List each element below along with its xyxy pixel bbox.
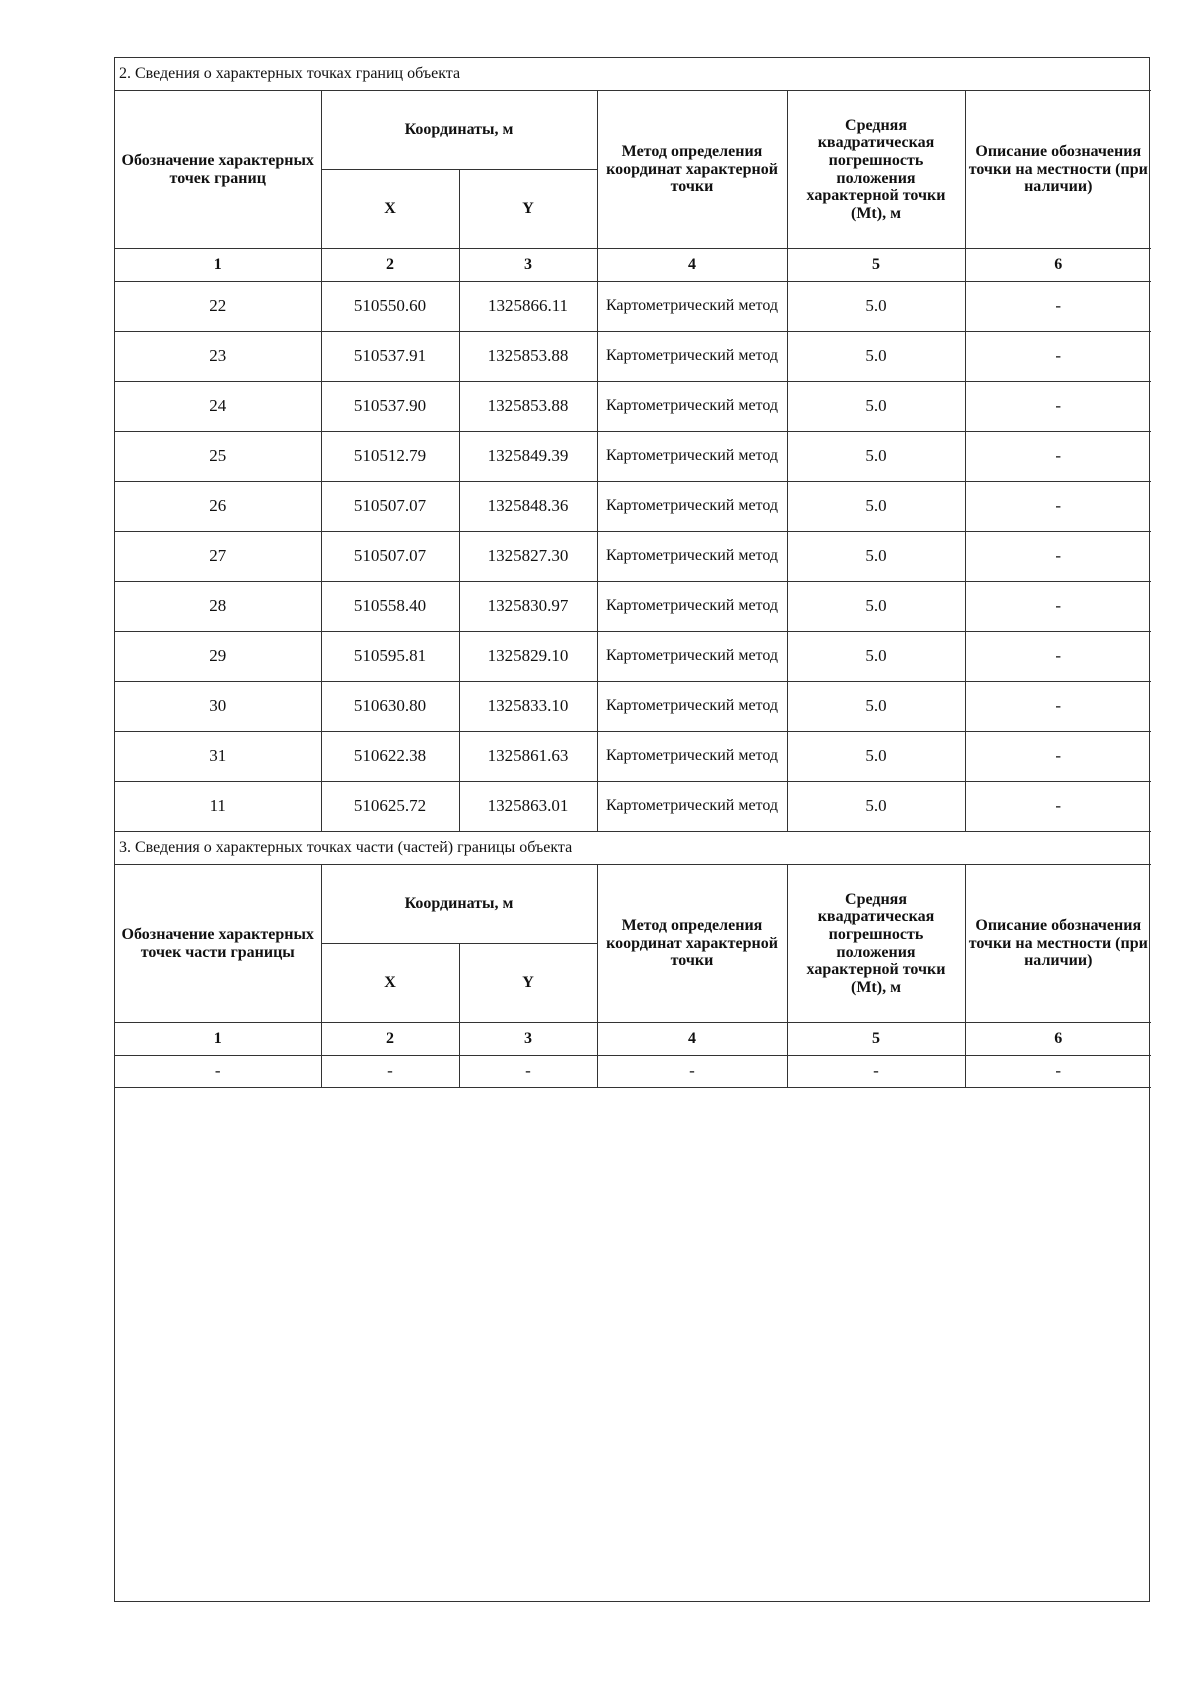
column-number: 2 [321,249,459,282]
description-cell: - [965,732,1151,782]
x-coordinate-cell: 510507.07 [321,532,459,582]
x-coordinate-cell: 510595.81 [321,632,459,682]
header-error: Средняя квадратическая погрешность положения характерной точки (Mt), м [787,865,965,1023]
method-cell: Картометрический метод [597,532,787,582]
point-number-cell: 27 [115,532,321,582]
y-coordinate-cell: 1325830.97 [459,582,597,632]
description-cell: - [965,332,1151,382]
table-row [115,482,1151,532]
x-coordinate-cell: - [321,1056,459,1088]
y-coordinate-cell: 1325848.36 [459,482,597,532]
header-part-point-designation: Обозначение характерных точек части границы [115,865,321,1023]
description-cell: - [965,782,1151,832]
description-cell: - [965,632,1151,682]
table-row [115,332,1151,382]
column-number: 1 [115,249,321,282]
description-cell: - [965,282,1151,332]
column-number: 1 [115,1023,321,1056]
header-method: Метод определения координат характерной точки [597,865,787,1023]
description-cell: - [965,1056,1151,1088]
point-number-cell: 26 [115,482,321,532]
method-cell: Картометрический метод [597,732,787,782]
error-cell: 5.0 [787,682,965,732]
point-number-cell: - [115,1056,321,1088]
y-coordinate-cell: 1325863.01 [459,782,597,832]
method-cell: Картометрический метод [597,582,787,632]
table-row [115,282,1151,332]
boundary-points-table [115,58,1151,1088]
error-cell: 5.0 [787,632,965,682]
method-cell: - [597,1056,787,1088]
point-number-cell: 31 [115,732,321,782]
header-x: X [321,944,459,1023]
method-cell: Картометрический метод [597,632,787,682]
x-coordinate-cell: 510550.60 [321,282,459,332]
table-row [115,582,1151,632]
error-cell: 5.0 [787,282,965,332]
section2-caption: 2. Сведения о характерных точках границ объекта [115,58,1151,91]
table-row [115,532,1151,582]
header-method: Метод определения координат характерной точки [597,91,787,249]
x-coordinate-cell: 510625.72 [321,782,459,832]
error-cell: 5.0 [787,782,965,832]
error-cell: 5.0 [787,532,965,582]
y-coordinate-cell: 1325861.63 [459,732,597,782]
point-number-cell: 29 [115,632,321,682]
x-coordinate-cell: 510507.07 [321,482,459,532]
y-coordinate-cell: 1325853.88 [459,332,597,382]
y-coordinate-cell: 1325827.30 [459,532,597,582]
table-row [115,432,1151,482]
point-number-cell: 28 [115,582,321,632]
description-cell: - [965,582,1151,632]
header-description: Описание обозначения точки на местности (при наличии) [965,865,1151,1023]
method-cell: Картометрический метод [597,382,787,432]
header-error: Средняя квадратическая погрешность положения характерной точки (Mt), м [787,91,965,249]
table-row [115,682,1151,732]
header-x: X [321,170,459,249]
header-point-designation: Обозначение характерных точек границ [115,91,321,249]
error-cell: 5.0 [787,382,965,432]
error-cell: 5.0 [787,432,965,482]
error-cell: 5.0 [787,482,965,532]
table-row [115,782,1151,832]
column-number: 3 [459,1023,597,1056]
table-row [115,382,1151,432]
method-cell: Картометрический метод [597,432,787,482]
description-cell: - [965,482,1151,532]
error-cell: 5.0 [787,332,965,382]
header-description: Описание обозначения точки на местности (при наличии) [965,91,1151,249]
point-number-cell: 24 [115,382,321,432]
y-coordinate-cell: 1325849.39 [459,432,597,482]
y-coordinate-cell: 1325866.11 [459,282,597,332]
error-cell: 5.0 [787,732,965,782]
method-cell: Картометрический метод [597,782,787,832]
description-cell: - [965,432,1151,482]
point-number-cell: 22 [115,282,321,332]
document-frame [114,57,1150,1602]
header-y: Y [459,170,597,249]
column-number: 3 [459,249,597,282]
column-number: 4 [597,1023,787,1056]
x-coordinate-cell: 510558.40 [321,582,459,632]
method-cell: Картометрический метод [597,282,787,332]
description-cell: - [965,682,1151,732]
column-number: 2 [321,1023,459,1056]
point-number-cell: 30 [115,682,321,732]
point-number-cell: 25 [115,432,321,482]
table-row [115,632,1151,682]
x-coordinate-cell: 510622.38 [321,732,459,782]
y-coordinate-cell: 1325833.10 [459,682,597,732]
column-number: 5 [787,249,965,282]
x-coordinate-cell: 510537.91 [321,332,459,382]
x-coordinate-cell: 510630.80 [321,682,459,732]
header-coordinates: Координаты, м [321,865,597,944]
x-coordinate-cell: 510537.90 [321,382,459,432]
column-number: 4 [597,249,787,282]
x-coordinate-cell: 510512.79 [321,432,459,482]
table-row [115,1056,1151,1088]
header-coordinates: Координаты, м [321,91,597,170]
method-cell: Картометрический метод [597,482,787,532]
description-cell: - [965,382,1151,432]
y-coordinate-cell: 1325829.10 [459,632,597,682]
error-cell: 5.0 [787,582,965,632]
point-number-cell: 23 [115,332,321,382]
y-coordinate-cell: - [459,1056,597,1088]
header-y: Y [459,944,597,1023]
method-cell: Картометрический метод [597,682,787,732]
column-number: 5 [787,1023,965,1056]
error-cell: - [787,1056,965,1088]
section3-caption: 3. Сведения о характерных точках части (частей) границы объекта [115,832,1151,865]
column-number: 6 [965,1023,1151,1056]
table-row [115,732,1151,782]
column-number: 6 [965,249,1151,282]
method-cell: Картометрический метод [597,332,787,382]
description-cell: - [965,532,1151,582]
y-coordinate-cell: 1325853.88 [459,382,597,432]
point-number-cell: 11 [115,782,321,832]
